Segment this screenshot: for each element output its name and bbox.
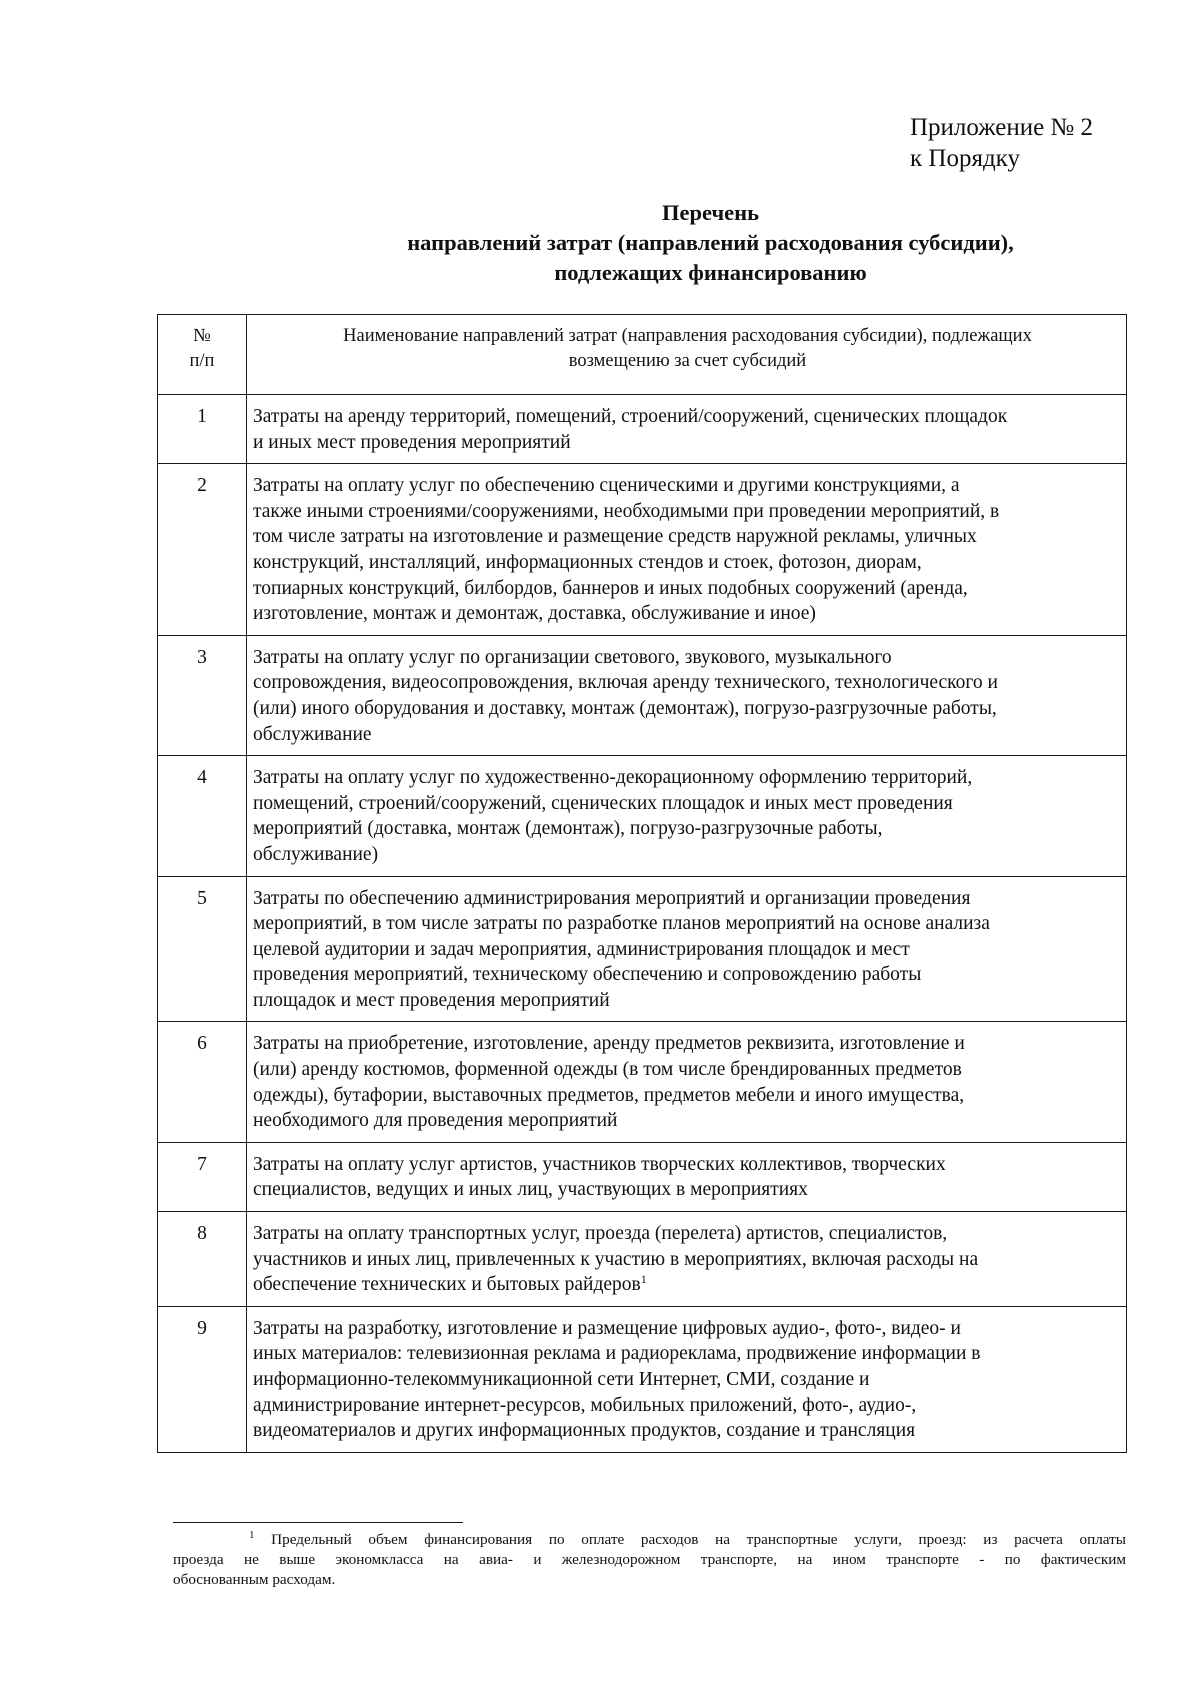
row-description-line [253, 404, 1122, 430]
row-description-text: конструкций, инсталляций, информационных стендов и стоек, фотозон, диорам, [253, 551, 922, 573]
row-description-line [253, 473, 1122, 499]
footnote-line-1 [173, 1530, 1126, 1550]
table-header-row [158, 315, 1127, 395]
row-description-text: мероприятий (доставка, монтаж (демонтаж), погрузо-разгрузочные работы, [253, 818, 883, 840]
table-row [158, 395, 1127, 464]
row-description-text: обеспечение технических и бытовых райдеров [253, 1274, 641, 1296]
row-description-text: необходимого для проведения мероприятий [253, 1110, 618, 1132]
table-row [158, 635, 1127, 755]
row-description-line [253, 1418, 1122, 1444]
row-description-line [253, 1152, 1122, 1178]
row-description-line [253, 962, 1122, 988]
row-description-text: участников и иных лиц, привлеченных к участию в мероприятиях, включая расходы на [253, 1248, 979, 1270]
table-row [158, 876, 1127, 1022]
row-description-line [253, 1221, 1122, 1247]
table-row [158, 756, 1127, 876]
row-description [247, 395, 1127, 464]
row-number: 4 [158, 756, 247, 876]
row-description-text: видеоматериалов и других информационных продуктов, создание и трансляция [253, 1420, 916, 1442]
row-description-text: обслуживание) [253, 843, 379, 865]
row-description-line [253, 1393, 1122, 1419]
row-description-line [253, 1316, 1122, 1342]
row-number: 3 [158, 635, 247, 755]
row-description-text: Затраты на приобретение, изготовление, аренду предметов реквизита, изготовление и [253, 1033, 965, 1055]
row-description-line [253, 842, 1122, 868]
footnote-text-1: Предельный объем финансирования по оплате расходов на транспортные услуги, проезд: из расчета оплаты [271, 1531, 1126, 1548]
footnote-mark: 1 [249, 1529, 255, 1541]
header-name-cell [247, 315, 1127, 395]
row-description-text: помещений, строений/сооружений, сценических площадок и иных мест проведения [253, 792, 953, 814]
table-row [158, 1212, 1127, 1307]
row-description-text: Затраты по обеспечению администрирования мероприятий и организации проведения [253, 887, 971, 909]
row-description-text: одежды), бутафории, выставочных предметов, предметов мебели и иного имущества, [253, 1084, 965, 1106]
row-description-text: площадок и мест проведения мероприятий [253, 989, 610, 1011]
row-description-line [253, 1057, 1122, 1083]
row-number: 7 [158, 1142, 247, 1211]
row-description-line [253, 911, 1122, 937]
row-description-text: Затраты на оплату услуг по художественно-декорационному оформлению территорий, [253, 767, 973, 789]
table-row [158, 1306, 1127, 1452]
title-line-1: Перечень [662, 200, 759, 225]
row-description-text: и иных мест проведения мероприятий [253, 431, 571, 453]
row-description-line [253, 696, 1122, 722]
row-description-line [253, 524, 1122, 550]
cost-directions-table [157, 314, 1127, 1453]
footnote-line-3: обоснованным расходам. [173, 1571, 336, 1588]
row-description-line [253, 1177, 1122, 1203]
table-row [158, 1142, 1127, 1211]
row-description-line [253, 1272, 1122, 1298]
row-description-line [253, 499, 1122, 525]
row-description-line [253, 1031, 1122, 1057]
row-description [247, 464, 1127, 636]
row-description [247, 1142, 1127, 1211]
row-description-line [253, 1367, 1122, 1393]
row-description-text: сопровождения, видеосопровождения, включая аренду технического, технологического и [253, 672, 998, 694]
row-description-line [253, 791, 1122, 817]
appendix-number: Приложение № 2 [910, 114, 1094, 141]
row-description-text: топиарных конструкций, билбордов, баннеров и иных подобных сооружений (аренда, [253, 577, 968, 599]
row-description-line [253, 937, 1122, 963]
row-description-line [253, 601, 1122, 627]
row-description-text: том числе затраты на изготовление и размещение средств наружной рекламы, уличных [253, 526, 977, 548]
row-description-text: мероприятий, в том числе затраты по разработке планов мероприятий на основе анализа [253, 913, 990, 935]
row-description-line [253, 816, 1122, 842]
row-description-line [253, 576, 1122, 602]
row-description-text: (или) аренду костюмов, форменной одежды (в том числе брендированных предметов [253, 1059, 962, 1081]
footnote [173, 1530, 1126, 1590]
row-description [247, 1306, 1127, 1452]
header-name-line-2: возмещению за счет субсидий [568, 351, 807, 371]
row-number: 1 [158, 395, 247, 464]
row-description-text: (или) иного оборудования и доставку, монтаж (демонтаж), погрузо-разгрузочные работы, [253, 697, 997, 719]
row-description-text: обслуживание [253, 723, 372, 745]
row-description-text: также иными строениями/сооружениями, необходимыми при проведении мероприятий, в [253, 500, 1000, 522]
row-number: 8 [158, 1212, 247, 1307]
row-description [247, 1212, 1127, 1307]
appendix-reference: к Порядку [910, 145, 1020, 172]
footnote-reference: 1 [640, 1272, 647, 1287]
row-description-line [253, 430, 1122, 456]
header-number-line-1: № [193, 326, 211, 346]
appendix-label [910, 112, 1093, 174]
document-title [150, 198, 1200, 288]
row-description-text: Затраты на оплату услуг по организации светового, звукового, музыкального [253, 646, 892, 668]
row-description-line [253, 670, 1122, 696]
row-description [247, 635, 1127, 755]
row-description-text: изготовление, монтаж и демонтаж, доставка, обслуживание и иное) [253, 603, 816, 625]
row-description-text: Затраты на оплату транспортных услуг, проезда (перелета) артистов, специалистов, [253, 1223, 948, 1245]
row-description-text: Затраты на аренду территорий, помещений, строений/сооружений, сценических площадок [253, 406, 1008, 427]
row-number: 6 [158, 1022, 247, 1142]
row-description-line [253, 1108, 1122, 1134]
row-description-line [253, 550, 1122, 576]
row-description-text: администрирование интернет-ресурсов, мобильных приложений, фото-, аудио-, [253, 1394, 917, 1416]
row-description-line [253, 765, 1122, 791]
row-description-text: целевой аудитории и задач мероприятия, администрирования площадок и мест [253, 938, 910, 960]
row-description-line [253, 1083, 1122, 1109]
title-line-3: подлежащих финансированию [554, 260, 867, 285]
row-description-text: иных материалов: телевизионная реклама и радиореклама, продвижение информации в [253, 1343, 981, 1365]
row-description-line [253, 988, 1122, 1014]
row-description [247, 756, 1127, 876]
header-name-line-1: Наименование направлений затрат (направления расходования субсидии), подлежащих [343, 326, 1032, 346]
table-body [158, 395, 1127, 1453]
table-row [158, 1022, 1127, 1142]
footnote-line-2: проезда не выше экономкласса на авиа- и железнодорожном транспорте, на ином транспорте - по фактическим [173, 1551, 1126, 1568]
row-description-text: Затраты на оплату услуг по обеспечению сценическими и другими конструкциями, а [253, 475, 960, 497]
row-description-line [253, 722, 1122, 748]
row-description [247, 876, 1127, 1022]
title-line-2: направлений затрат (направлений расходования субсидии), [407, 230, 1014, 255]
row-number: 9 [158, 1306, 247, 1452]
row-number: 5 [158, 876, 247, 1022]
header-number-cell [158, 315, 247, 395]
row-description-text: Затраты на разработку, изготовление и размещение цифровых аудио-, фото-, видео- и [253, 1317, 961, 1339]
row-description-text: проведения мероприятий, техническому обеспечению и сопровождению работы [253, 964, 922, 986]
row-description-line [253, 886, 1122, 912]
header-number-line-2: п/п [189, 351, 215, 371]
row-description-line [253, 1247, 1122, 1273]
row-number: 2 [158, 464, 247, 636]
row-description [247, 1022, 1127, 1142]
row-description-text: информационно-телекоммуникационной сети Интернет, СМИ, создание и [253, 1369, 870, 1390]
row-description-text: специалистов, ведущих и иных лиц, участвующих в мероприятиях [253, 1179, 808, 1201]
row-description-line [253, 645, 1122, 671]
row-description-line [253, 1341, 1122, 1367]
row-description-text: Затраты на оплату услуг артистов, участников творческих коллективов, творческих [253, 1153, 946, 1175]
footnote-divider [173, 1522, 463, 1523]
table-row [158, 464, 1127, 636]
